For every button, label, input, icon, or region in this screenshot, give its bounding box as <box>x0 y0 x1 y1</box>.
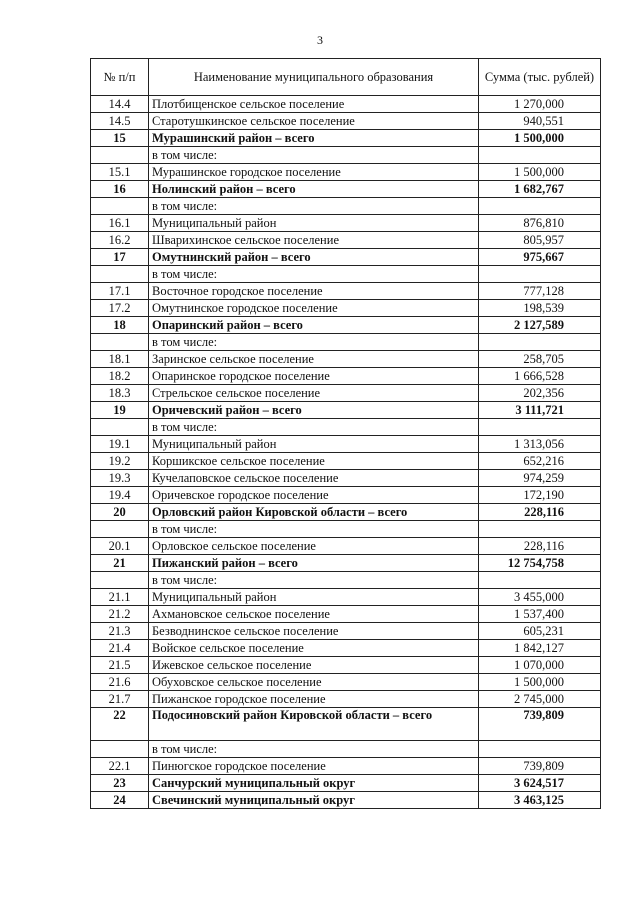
table-row <box>91 521 601 538</box>
row-sum-cell: 202,356 <box>479 385 601 402</box>
row-sum-cell: 3 455,000 <box>479 589 601 606</box>
table-row <box>91 130 601 147</box>
row-name-cell: Старотушкинское сельское поселение <box>149 113 479 130</box>
table-row <box>91 419 601 436</box>
row-sum-cell: 940,551 <box>479 113 601 130</box>
row-sum-cell <box>479 266 601 283</box>
row-sum-cell: 1 270,000 <box>479 96 601 113</box>
row-number-cell: 20 <box>91 504 149 521</box>
table-row <box>91 487 601 504</box>
budget-table <box>90 58 601 809</box>
row-sum-cell: 652,216 <box>479 453 601 470</box>
row-name-cell: в том числе: <box>149 147 479 164</box>
row-sum-cell: 1 537,400 <box>479 606 601 623</box>
row-name-cell: Стрельское сельское поселение <box>149 385 479 402</box>
table-row <box>91 96 601 113</box>
row-number-cell <box>91 147 149 164</box>
row-number-cell: 21.2 <box>91 606 149 623</box>
row-sum-cell <box>479 147 601 164</box>
row-number-cell: 18.2 <box>91 368 149 385</box>
row-sum-cell: 974,259 <box>479 470 601 487</box>
row-sum-cell: 3 463,125 <box>479 792 601 809</box>
row-number-cell: 14.4 <box>91 96 149 113</box>
row-sum-cell: 876,810 <box>479 215 601 232</box>
row-sum-cell: 1 500,000 <box>479 130 601 147</box>
row-name-cell: Опаринское городское поселение <box>149 368 479 385</box>
table-row <box>91 113 601 130</box>
row-number-cell <box>91 521 149 538</box>
table-row <box>91 470 601 487</box>
row-sum-cell <box>479 198 601 215</box>
row-number-cell: 21.6 <box>91 674 149 691</box>
row-sum-cell: 1 682,767 <box>479 181 601 198</box>
table-row <box>91 317 601 334</box>
row-number-cell <box>91 419 149 436</box>
row-number-cell: 24 <box>91 792 149 809</box>
row-name-cell: Безводнинское сельское поселение <box>149 623 479 640</box>
table-row <box>91 181 601 198</box>
row-number-cell: 18 <box>91 317 149 334</box>
row-number-cell: 17.1 <box>91 283 149 300</box>
row-sum-cell <box>479 419 601 436</box>
row-name-cell: Ижевское сельское поселение <box>149 657 479 674</box>
table-row <box>91 385 601 402</box>
row-name-cell: Муниципальный район <box>149 436 479 453</box>
row-name-cell: Кучелаповское сельское поселение <box>149 470 479 487</box>
row-number-cell: 23 <box>91 775 149 792</box>
row-name-cell: Омутнинский район – всего <box>149 249 479 266</box>
table-row <box>91 215 601 232</box>
row-number-cell: 18.1 <box>91 351 149 368</box>
table-row <box>91 589 601 606</box>
row-sum-cell: 258,705 <box>479 351 601 368</box>
row-number-cell: 22 <box>91 708 149 741</box>
table-row <box>91 606 601 623</box>
header-number: № п/п <box>91 59 149 96</box>
row-sum-cell: 198,539 <box>479 300 601 317</box>
row-sum-cell: 1 500,000 <box>479 674 601 691</box>
row-name-cell: Муниципальный район <box>149 589 479 606</box>
row-name-cell: Муниципальный район <box>149 215 479 232</box>
row-number-cell: 16.2 <box>91 232 149 249</box>
row-sum-cell: 1 842,127 <box>479 640 601 657</box>
row-number-cell: 14.5 <box>91 113 149 130</box>
row-name-cell: в том числе: <box>149 334 479 351</box>
row-sum-cell: 1 666,528 <box>479 368 601 385</box>
row-number-cell <box>91 572 149 589</box>
row-name-cell: Орловский район Кировской области – всего <box>149 504 479 521</box>
row-name-cell: Ахмановское сельское поселение <box>149 606 479 623</box>
table-row <box>91 504 601 521</box>
table-row <box>91 198 601 215</box>
table-row <box>91 623 601 640</box>
table-row <box>91 351 601 368</box>
row-sum-cell: 739,809 <box>479 708 601 741</box>
row-number-cell: 19.3 <box>91 470 149 487</box>
row-number-cell <box>91 741 149 758</box>
row-sum-cell <box>479 572 601 589</box>
page-number: 3 <box>317 33 323 47</box>
table-row <box>91 436 601 453</box>
table-row <box>91 283 601 300</box>
table-row <box>91 334 601 351</box>
row-sum-cell: 777,128 <box>479 283 601 300</box>
table-row <box>91 368 601 385</box>
row-number-cell: 19.1 <box>91 436 149 453</box>
table-row <box>91 402 601 419</box>
row-name-cell: Плотбищенское сельское поселение <box>149 96 479 113</box>
table-row <box>91 674 601 691</box>
row-number-cell: 16.1 <box>91 215 149 232</box>
table-row <box>91 453 601 470</box>
row-name-cell: Омутнинское городское поселение <box>149 300 479 317</box>
row-name-cell: Пижанский район – всего <box>149 555 479 572</box>
row-name-cell: Восточное городское поселение <box>149 283 479 300</box>
row-name-cell: Подосиновский район Кировской области – всего <box>149 708 479 741</box>
row-sum-cell: 1 313,056 <box>479 436 601 453</box>
row-number-cell: 15.1 <box>91 164 149 181</box>
row-number-cell: 17 <box>91 249 149 266</box>
row-name-cell: в том числе: <box>149 741 479 758</box>
row-name-cell: Оричевский район – всего <box>149 402 479 419</box>
row-number-cell <box>91 334 149 351</box>
row-sum-cell: 3 111,721 <box>479 402 601 419</box>
table-row <box>91 640 601 657</box>
row-sum-cell: 172,190 <box>479 487 601 504</box>
row-number-cell: 16 <box>91 181 149 198</box>
table-row <box>91 538 601 555</box>
row-number-cell: 21.7 <box>91 691 149 708</box>
row-sum-cell: 12 754,758 <box>479 555 601 572</box>
table-row <box>91 708 601 741</box>
table-row <box>91 792 601 809</box>
table-row <box>91 232 601 249</box>
table-row <box>91 572 601 589</box>
row-name-cell: Обуховское сельское поселение <box>149 674 479 691</box>
row-name-cell: Мурашинское городское поселение <box>149 164 479 181</box>
row-sum-cell: 3 624,517 <box>479 775 601 792</box>
row-name-cell: в том числе: <box>149 266 479 283</box>
row-number-cell: 19 <box>91 402 149 419</box>
row-number-cell <box>91 266 149 283</box>
row-sum-cell: 228,116 <box>479 538 601 555</box>
row-sum-cell <box>479 741 601 758</box>
table-row <box>91 657 601 674</box>
row-name-cell: в том числе: <box>149 572 479 589</box>
row-name-cell: Коршикское сельское поселение <box>149 453 479 470</box>
table-header-row <box>91 59 601 96</box>
row-name-cell: в том числе: <box>149 419 479 436</box>
row-number-cell <box>91 198 149 215</box>
row-name-cell: Оричевское городское поселение <box>149 487 479 504</box>
row-sum-cell: 1 500,000 <box>479 164 601 181</box>
table-row <box>91 300 601 317</box>
table-row <box>91 758 601 775</box>
row-name-cell: в том числе: <box>149 198 479 215</box>
table-row <box>91 741 601 758</box>
row-number-cell: 18.3 <box>91 385 149 402</box>
table-row <box>91 249 601 266</box>
row-name-cell: Пижанское городское поселение <box>149 691 479 708</box>
row-name-cell: Мурашинский район – всего <box>149 130 479 147</box>
row-number-cell: 15 <box>91 130 149 147</box>
row-number-cell: 22.1 <box>91 758 149 775</box>
table-row <box>91 775 601 792</box>
table-row <box>91 164 601 181</box>
table-row <box>91 691 601 708</box>
row-sum-cell: 975,667 <box>479 249 601 266</box>
row-name-cell: Заринское сельское поселение <box>149 351 479 368</box>
row-name-cell: Опаринский район – всего <box>149 317 479 334</box>
row-number-cell: 19.4 <box>91 487 149 504</box>
row-name-cell: Шварихинское сельское поселение <box>149 232 479 249</box>
row-sum-cell: 2 127,589 <box>479 317 601 334</box>
row-name-cell: в том числе: <box>149 521 479 538</box>
row-number-cell: 19.2 <box>91 453 149 470</box>
row-sum-cell <box>479 334 601 351</box>
row-name-cell: Нолинский район – всего <box>149 181 479 198</box>
row-name-cell: Войское сельское поселение <box>149 640 479 657</box>
table-row <box>91 147 601 164</box>
row-sum-cell: 228,116 <box>479 504 601 521</box>
row-name-cell: Санчурский муниципальный округ <box>149 775 479 792</box>
header-sum: Сумма (тыс. рублей) <box>479 59 601 96</box>
table-body <box>91 96 601 809</box>
row-number-cell: 20.1 <box>91 538 149 555</box>
row-name-cell: Пинюгское городское поселение <box>149 758 479 775</box>
row-sum-cell: 2 745,000 <box>479 691 601 708</box>
row-sum-cell: 739,809 <box>479 758 601 775</box>
row-number-cell: 21 <box>91 555 149 572</box>
row-sum-cell <box>479 521 601 538</box>
row-name-cell: Орловское сельское поселение <box>149 538 479 555</box>
row-sum-cell: 1 070,000 <box>479 657 601 674</box>
table-row <box>91 266 601 283</box>
row-number-cell: 21.1 <box>91 589 149 606</box>
row-number-cell: 21.5 <box>91 657 149 674</box>
header-name: Наименование муниципального образования <box>149 59 479 96</box>
row-name-cell: Свечинский муниципальный округ <box>149 792 479 809</box>
row-sum-cell: 605,231 <box>479 623 601 640</box>
row-sum-cell: 805,957 <box>479 232 601 249</box>
table-row <box>91 555 601 572</box>
row-number-cell: 21.3 <box>91 623 149 640</box>
row-number-cell: 21.4 <box>91 640 149 657</box>
row-number-cell: 17.2 <box>91 300 149 317</box>
